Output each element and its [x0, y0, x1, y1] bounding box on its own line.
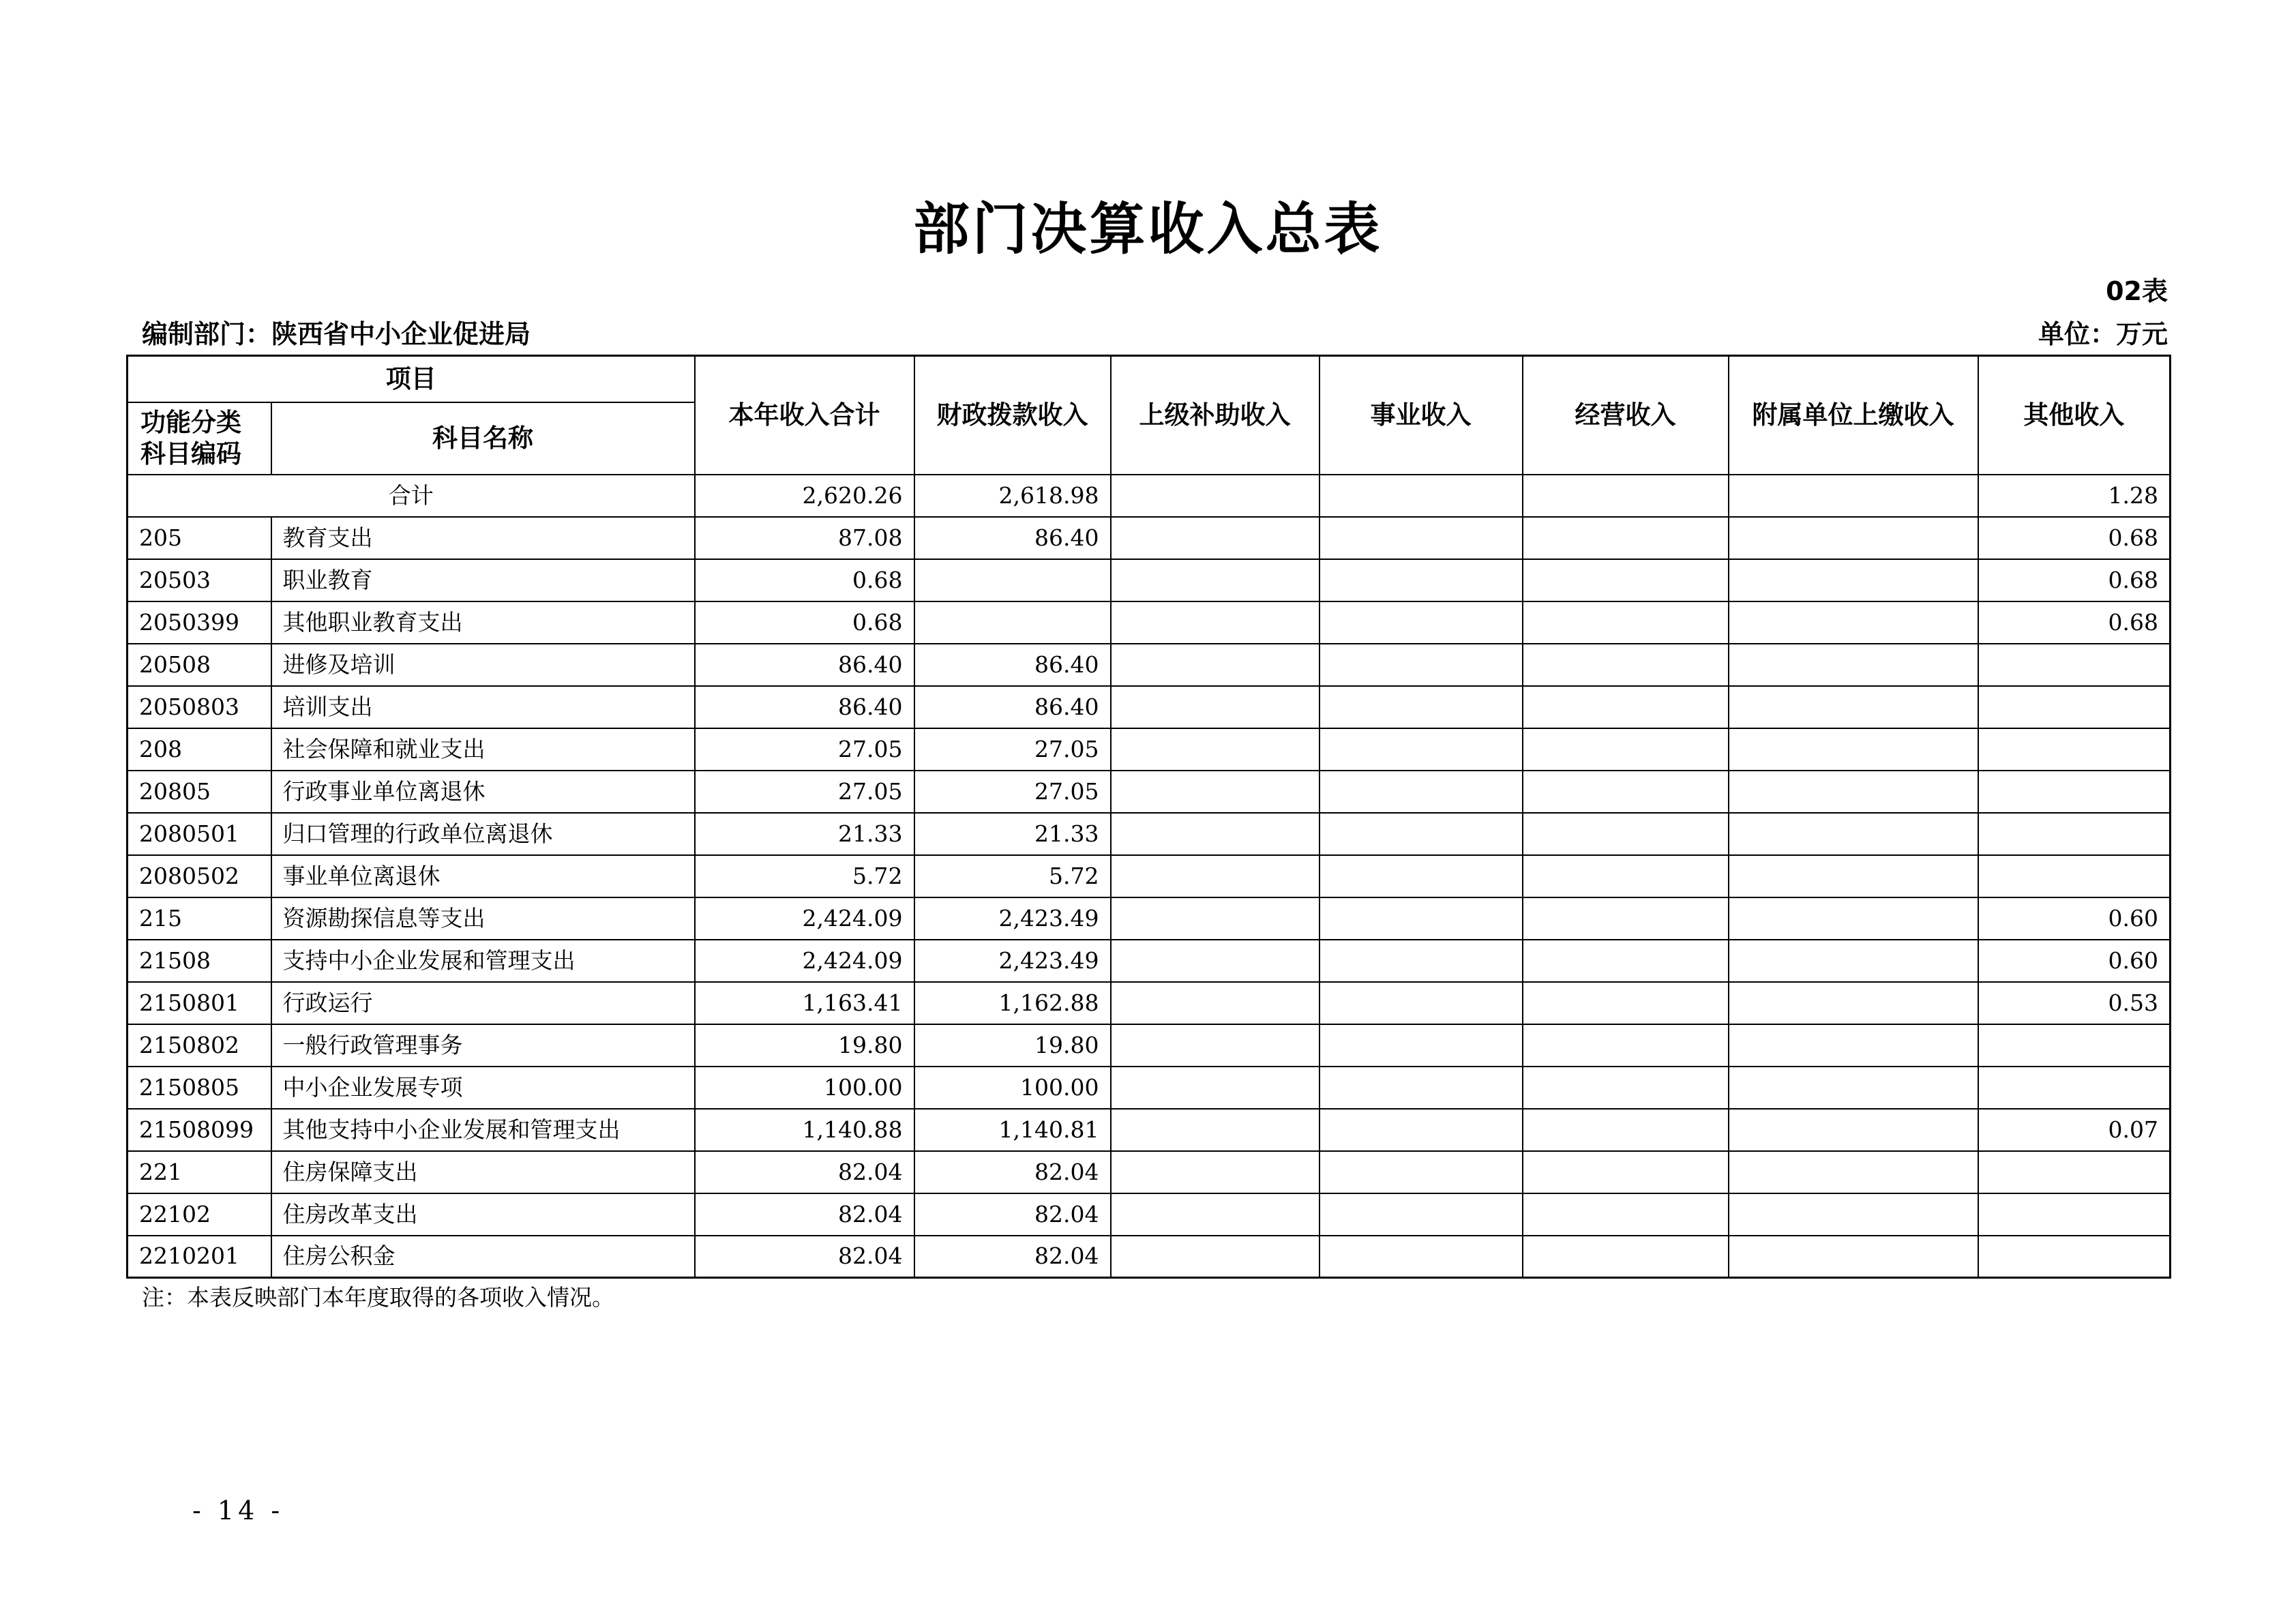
code-cell: 21508 — [128, 940, 271, 982]
superior-cell — [1111, 940, 1320, 982]
name-cell: 资源勘探信息等支出 — [271, 897, 695, 940]
operating-cell — [1523, 1067, 1729, 1109]
fiscal-cell: 21.33 — [914, 813, 1111, 855]
name-cell: 归口管理的行政单位离退休 — [271, 813, 695, 855]
total-income-cell: 0.68 — [695, 601, 914, 644]
page-number: - 14 - — [192, 1495, 284, 1525]
superior-cell — [1111, 1024, 1320, 1067]
business-cell — [1320, 728, 1523, 771]
other-cell — [1978, 1024, 2171, 1067]
code-cell: 2080501 — [128, 813, 271, 855]
fiscal-cell: 1,140.81 — [914, 1109, 1111, 1151]
business-cell — [1320, 686, 1523, 728]
fiscal-cell — [914, 559, 1111, 601]
header-code-line1: 功能分类 — [140, 407, 241, 437]
table-row — [128, 1024, 2171, 1067]
operating-cell — [1523, 601, 1729, 644]
name-cell: 住房改革支出 — [271, 1193, 695, 1236]
other-cell — [1978, 1193, 2171, 1236]
total-income-cell: 1,163.41 — [695, 982, 914, 1024]
table-header — [128, 356, 2171, 475]
business-cell — [1320, 1193, 1523, 1236]
total-income-cell: 86.40 — [695, 644, 914, 686]
other-cell — [1978, 1236, 2171, 1278]
other-cell: 0.53 — [1978, 982, 2171, 1024]
business-cell — [1320, 1236, 1523, 1278]
header-fiscal-appropriation: 财政拨款收入 — [914, 356, 1111, 475]
header-business-income: 事业收入 — [1320, 356, 1523, 475]
superior-cell — [1111, 559, 1320, 601]
header-subject-name: 科目名称 — [271, 402, 695, 475]
affiliated-cell — [1729, 686, 1978, 728]
compiling-department: 编制部门：陕西省中小企业促进局 — [142, 319, 531, 349]
total-income-cell: 27.05 — [695, 728, 914, 771]
code-cell: 21508099 — [128, 1109, 271, 1151]
total-income-cell: 2,424.09 — [695, 897, 914, 940]
name-cell: 中小企业发展专项 — [271, 1067, 695, 1109]
affiliated-cell — [1729, 1024, 1978, 1067]
fiscal-cell: 27.05 — [914, 728, 1111, 771]
superior-cell — [1111, 813, 1320, 855]
other-cell — [1978, 1151, 2171, 1193]
table-row — [128, 1193, 2171, 1236]
code-cell: 2210201 — [128, 1236, 271, 1278]
name-cell: 培训支出 — [271, 686, 695, 728]
affiliated-cell — [1729, 1193, 1978, 1236]
code-cell: 2050399 — [128, 601, 271, 644]
affiliated-cell — [1729, 982, 1978, 1024]
header-other-income: 其他收入 — [1978, 356, 2171, 475]
header-code-line2: 科目编码 — [140, 438, 241, 468]
operating-cell — [1523, 517, 1729, 559]
total-income-cell: 86.40 — [695, 686, 914, 728]
business-cell — [1320, 1151, 1523, 1193]
operating-cell — [1523, 855, 1729, 897]
name-cell: 其他支持中小企业发展和管理支出 — [271, 1109, 695, 1151]
page-title: 部门决算收入总表 — [913, 197, 1383, 262]
superior-cell — [1111, 771, 1320, 813]
superior-cell — [1111, 601, 1320, 644]
other-cell: 0.68 — [1978, 601, 2171, 644]
income-summary-table — [126, 355, 2171, 1279]
business-cell — [1320, 601, 1523, 644]
fiscal-cell — [914, 601, 1111, 644]
superior-cell — [1111, 1109, 1320, 1151]
affiliated-cell — [1729, 813, 1978, 855]
other-cell — [1978, 728, 2171, 771]
code-cell: 205 — [128, 517, 271, 559]
affiliated-cell — [1729, 1109, 1978, 1151]
other-cell — [1978, 1067, 2171, 1109]
affiliated-cell — [1729, 728, 1978, 771]
name-cell: 进修及培训 — [271, 644, 695, 686]
other-cell — [1978, 771, 2171, 813]
superior-cell — [1111, 728, 1320, 771]
table-row — [128, 940, 2171, 982]
code-cell: 20503 — [128, 559, 271, 601]
code-cell: 2150801 — [128, 982, 271, 1024]
operating-cell — [1523, 728, 1729, 771]
table-row — [128, 771, 2171, 813]
superior-cell — [1111, 897, 1320, 940]
code-cell: 208 — [128, 728, 271, 771]
table-row — [128, 1109, 2171, 1151]
total-fiscal-cell: 2,618.98 — [914, 475, 1111, 517]
business-cell — [1320, 897, 1523, 940]
fiscal-cell: 86.40 — [914, 686, 1111, 728]
header-superior-subsidy: 上级补助收入 — [1111, 356, 1320, 475]
header-function-code — [128, 402, 271, 475]
table-row — [128, 686, 2171, 728]
name-cell: 职业教育 — [271, 559, 695, 601]
fiscal-cell: 2,423.49 — [914, 940, 1111, 982]
affiliated-cell — [1729, 601, 1978, 644]
header-project: 项目 — [128, 356, 695, 402]
operating-cell — [1523, 897, 1729, 940]
table-note: 注：本表反映部门本年度取得的各项收入情况。 — [142, 1284, 614, 1311]
superior-cell — [1111, 982, 1320, 1024]
affiliated-cell — [1729, 1151, 1978, 1193]
fiscal-cell: 86.40 — [914, 517, 1111, 559]
name-cell: 住房公积金 — [271, 1236, 695, 1278]
business-cell — [1320, 517, 1523, 559]
affiliated-cell — [1729, 940, 1978, 982]
table-row — [128, 559, 2171, 601]
superior-cell — [1111, 517, 1320, 559]
total-income-cell: 82.04 — [695, 1193, 914, 1236]
unit-label: 单位：万元 — [2038, 319, 2168, 349]
table-row — [128, 728, 2171, 771]
total-superior-cell — [1111, 475, 1320, 517]
table-number: 02表 — [2106, 276, 2168, 306]
table-row — [128, 855, 2171, 897]
fiscal-cell: 19.80 — [914, 1024, 1111, 1067]
other-cell — [1978, 644, 2171, 686]
total-operating-cell — [1523, 475, 1729, 517]
total-income-cell: 100.00 — [695, 1067, 914, 1109]
total-other-cell: 1.28 — [1978, 475, 2171, 517]
name-cell: 支持中小企业发展和管理支出 — [271, 940, 695, 982]
name-cell: 一般行政管理事务 — [271, 1024, 695, 1067]
name-cell: 住房保障支出 — [271, 1151, 695, 1193]
fiscal-cell: 1,162.88 — [914, 982, 1111, 1024]
table-row — [128, 1151, 2171, 1193]
total-income-cell: 1,140.88 — [695, 1109, 914, 1151]
operating-cell — [1523, 771, 1729, 813]
business-cell — [1320, 1024, 1523, 1067]
total-income-cell: 19.80 — [695, 1024, 914, 1067]
superior-cell — [1111, 1067, 1320, 1109]
business-cell — [1320, 559, 1523, 601]
total-income-cell: 82.04 — [695, 1236, 914, 1278]
operating-cell — [1523, 940, 1729, 982]
table-row — [128, 813, 2171, 855]
fiscal-cell: 27.05 — [914, 771, 1111, 813]
business-cell — [1320, 855, 1523, 897]
name-cell: 其他职业教育支出 — [271, 601, 695, 644]
operating-cell — [1523, 1151, 1729, 1193]
header-operating-income: 经营收入 — [1523, 356, 1729, 475]
affiliated-cell — [1729, 771, 1978, 813]
business-cell — [1320, 1067, 1523, 1109]
total-label: 合计 — [128, 475, 695, 517]
operating-cell — [1523, 1109, 1729, 1151]
table-row — [128, 601, 2171, 644]
other-cell: 0.68 — [1978, 517, 2171, 559]
name-cell: 事业单位离退休 — [271, 855, 695, 897]
name-cell: 社会保障和就业支出 — [271, 728, 695, 771]
affiliated-cell — [1729, 644, 1978, 686]
fiscal-cell: 100.00 — [914, 1067, 1111, 1109]
other-cell: 0.60 — [1978, 897, 2171, 940]
total-business-cell — [1320, 475, 1523, 517]
operating-cell — [1523, 559, 1729, 601]
total-income-cell: 0.68 — [695, 559, 914, 601]
business-cell — [1320, 771, 1523, 813]
total-income-cell: 2,620.26 — [695, 475, 914, 517]
superior-cell — [1111, 1236, 1320, 1278]
affiliated-cell — [1729, 1067, 1978, 1109]
name-cell: 行政运行 — [271, 982, 695, 1024]
code-cell: 2150802 — [128, 1024, 271, 1067]
other-cell — [1978, 855, 2171, 897]
fiscal-cell: 82.04 — [914, 1151, 1111, 1193]
fiscal-cell: 82.04 — [914, 1236, 1111, 1278]
fiscal-cell: 2,423.49 — [914, 897, 1111, 940]
affiliated-cell — [1729, 1236, 1978, 1278]
code-cell: 2150805 — [128, 1067, 271, 1109]
code-cell: 221 — [128, 1151, 271, 1193]
table-body — [128, 475, 2171, 1278]
other-cell: 0.68 — [1978, 559, 2171, 601]
table-row — [128, 517, 2171, 559]
table-row — [128, 982, 2171, 1024]
fiscal-cell: 86.40 — [914, 644, 1111, 686]
name-cell: 行政事业单位离退休 — [271, 771, 695, 813]
superior-cell — [1111, 1151, 1320, 1193]
operating-cell — [1523, 1236, 1729, 1278]
operating-cell — [1523, 982, 1729, 1024]
superior-cell — [1111, 686, 1320, 728]
table-row — [128, 1067, 2171, 1109]
business-cell — [1320, 644, 1523, 686]
other-cell — [1978, 813, 2171, 855]
table-row — [128, 644, 2171, 686]
affiliated-cell — [1729, 559, 1978, 601]
business-cell — [1320, 813, 1523, 855]
total-income-cell: 5.72 — [695, 855, 914, 897]
operating-cell — [1523, 644, 1729, 686]
table-row — [128, 897, 2171, 940]
affiliated-cell — [1729, 897, 1978, 940]
fiscal-cell: 82.04 — [914, 1193, 1111, 1236]
business-cell — [1320, 1109, 1523, 1151]
other-cell: 0.07 — [1978, 1109, 2171, 1151]
total-income-cell: 82.04 — [695, 1151, 914, 1193]
table-row — [128, 1236, 2171, 1278]
header-affiliated-income: 附属单位上缴收入 — [1729, 356, 1978, 475]
code-cell: 215 — [128, 897, 271, 940]
header-total-income: 本年收入合计 — [695, 356, 914, 475]
code-cell: 22102 — [128, 1193, 271, 1236]
total-row — [128, 475, 2171, 517]
total-income-cell: 27.05 — [695, 771, 914, 813]
operating-cell — [1523, 686, 1729, 728]
total-income-cell: 87.08 — [695, 517, 914, 559]
operating-cell — [1523, 1193, 1729, 1236]
operating-cell — [1523, 813, 1729, 855]
total-income-cell: 21.33 — [695, 813, 914, 855]
code-cell: 2080502 — [128, 855, 271, 897]
code-cell: 20508 — [128, 644, 271, 686]
total-affiliated-cell — [1729, 475, 1978, 517]
superior-cell — [1111, 1193, 1320, 1236]
code-cell: 20805 — [128, 771, 271, 813]
total-income-cell: 2,424.09 — [695, 940, 914, 982]
fiscal-cell: 5.72 — [914, 855, 1111, 897]
business-cell — [1320, 940, 1523, 982]
superior-cell — [1111, 644, 1320, 686]
operating-cell — [1523, 1024, 1729, 1067]
affiliated-cell — [1729, 855, 1978, 897]
code-cell: 2050803 — [128, 686, 271, 728]
affiliated-cell — [1729, 517, 1978, 559]
name-cell: 教育支出 — [271, 517, 695, 559]
superior-cell — [1111, 855, 1320, 897]
business-cell — [1320, 982, 1523, 1024]
other-cell: 0.60 — [1978, 940, 2171, 982]
other-cell — [1978, 686, 2171, 728]
